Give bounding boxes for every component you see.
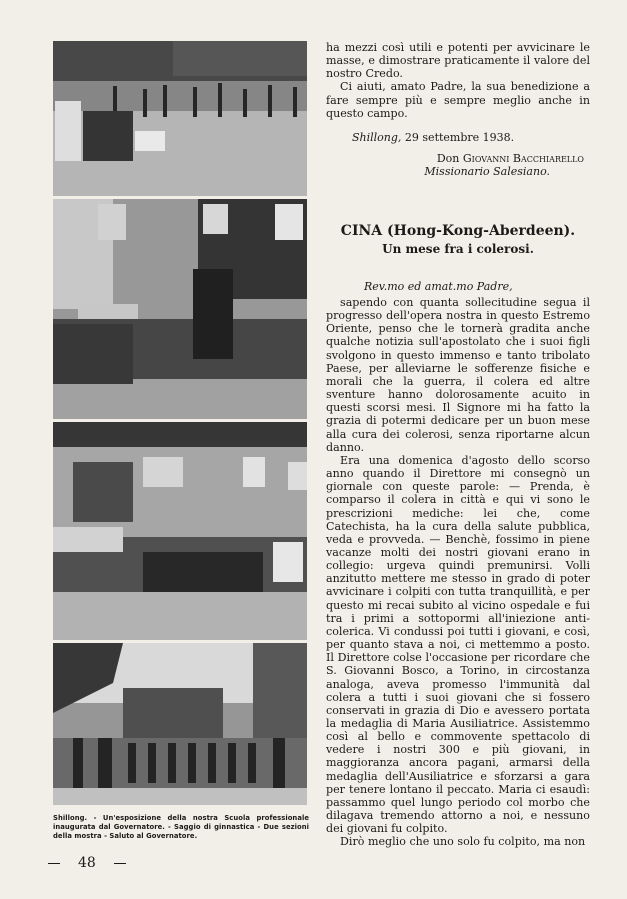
photo-governor-greeting [53,643,307,805]
photo-gymnastics [53,41,307,196]
date: 29 settembre 1938. [404,131,515,144]
paragraph: ha mezzi così utili e potenti per avvicinare le masse, e dimostrare praticamente il valore del nostro Credo. [326,41,590,81]
photo-exhibition-2 [53,422,307,640]
page-number-area [48,855,148,871]
paragraph: Ci aiuti, amato Padre, la sua benedizione a fare sempre più e sempre meglio anche in questo campo. [326,80,590,120]
article-subtitle: Un mese fra i colerosi. [382,242,534,256]
article-body [326,296,590,849]
name-prefix: Don [436,152,460,165]
photo-caption: Shillong. - Un'esposizione della nostra Scuola professionale inaugurata dal Governatore. - Saggio di ginnastica - Due sezioni della mostra - Saluto al Governatore. [53,814,309,841]
author-role: Missionario Salesiano. [424,165,550,178]
previous-letter-ending [326,41,590,120]
date-line [326,131,590,144]
paragraph: Dirò meglio che uno solo fu colpito, ma non [340,835,586,849]
dash-right [114,863,126,864]
author-name-line [326,152,590,165]
salutation: Rev.mo ed amat.mo Padre, [364,280,513,293]
signature-block [326,125,590,178]
paragraph: Era una domenica d'agosto dello scorso anno quando il Direttore mi consegnò un giornale con queste parole: — Prenda, è comparso il colera in città e qui vi sono le prescrizioni mediche: lei che, come Catechista, ha la cura della salute pubblica, veda e provveda. — Benchè, fossimo in piene vacanze molti dei nostri giovani erano in collegio: urgeva quindi premunirsi. Volli anzitutto mettere me stesso in grado di poter avvicinare i colpiti con tutta tranquillità, e per questo mi recai subito al vicino ospedale e fui tra i primi a sottopormi all'iniezione anti-colerica. Vi condussi poi tutti i giovani, e così, per quanto stava a noi, ci mettemmo a posto. Il Direttore colse l'occasione per ricordare che S. Giovanni Bosco, a Torino, in circostanza analoga, aveva promesso l'immunità dal colera a tutti i suoi giovani che si fossero conservati in grazia di Dio e avessero portata la medaglia di Maria Ausiliatrice. Assistemmo così al bello e commovente spettacolo di vedere i nostri 300 e più giovani, in maggioranza ancora pagani, armarsi della medaglia dell'Ausiliatrice e sforzarsi a gara per tenere lontano il peccato. Maria ci esaudì: passammo quel lungo periodo col morbo che dilagava tremendo attorno a noi, e nessuno dei giovani fu colpito. [326,453,590,836]
article-title: CINA (Hong-Kong-Aberdeen). [340,223,576,239]
author-name: Giovanni Bacchiarello [462,152,584,165]
paragraph: sapendo con quanta sollecitudine segua il progresso dell'opera nostra in questo Estremo Oriente, penso che le tornerà gradita anche qualche notizia sull'apostolato che i suoi figli svolgono in questo immenso e tanto tribolato Paese, per alleviarne le sofferenze fisiche e morali che la guerra, il colera ed altre sventure hanno dolorosamente acuito in questi scorsi mesi. Il Signore mi ha fatto la grazia di potermi dedicare per un buon mese alla cura dei colerosi, senza riportarne alcun danno. [326,296,590,454]
place: Shillong, [352,131,402,144]
page-number: 48 [78,855,96,871]
photo-exhibition-1 [53,199,307,419]
dash-left [48,863,60,864]
